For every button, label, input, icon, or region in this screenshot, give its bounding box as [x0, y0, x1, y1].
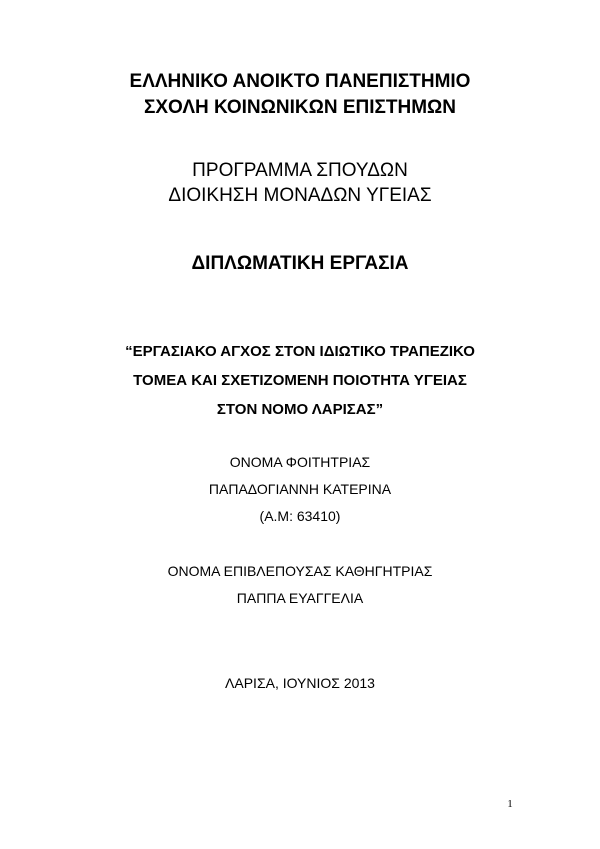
- program-name: ΔΙΟΙΚΗΣΗ ΜΟΝΑΔΩΝ ΥΓΕΙΑΣ: [168, 185, 432, 206]
- university-name: ΕΛΛΗΝΙΚΟ ΑΝΟΙΚΤΟ ΠΑΝΕΠΙΣΤΗΜΙΟ: [129, 71, 471, 92]
- document-type: ΔΙΠΛΩΜΑΤΙΚΗ ΕΡΓΑΣΙΑ: [191, 253, 409, 274]
- school-name: ΣΧΟΛΗ ΚΟΙΝΩΝΙΚΩΝ ΕΠΙΣΤΗΜΩΝ: [143, 97, 456, 118]
- student-registration: (Α.Μ: 63410): [259, 508, 341, 524]
- program-label: ΠΡΟΓΡΑΜΜΑ ΣΠΟΥΔΩΝ: [192, 160, 408, 181]
- student-label: ΟΝΟΜΑ ΦΟΙΤΗΤΡΙΑΣ: [229, 454, 371, 470]
- place-date: ΛΑΡΙΣΑ, ΙΟΥΝΙΟΣ 2013: [225, 675, 375, 691]
- thesis-title-line-3: ΣΤΟΝ ΝΟΜΟ ΛΑΡΙΣΑΣ”: [216, 401, 384, 418]
- thesis-title-line-2: ΤΟΜΕΑ ΚΑΙ ΣΧΕΤΙΖΟΜΕΝΗ ΠΟΙΟΤΗΤΑ ΥΓΕΙΑΣ: [133, 372, 467, 389]
- page-number: 1: [507, 798, 513, 810]
- student-name: ΠΑΠΑΔΟΓΙΑΝΝΗ ΚΑΤΕΡΙΝΑ: [208, 481, 392, 497]
- supervisor-label: ΟΝΟΜΑ ΕΠΙΒΛΕΠΟΥΣΑΣ ΚΑΘΗΓΗΤΡΙΑΣ: [167, 563, 433, 579]
- supervisor-name: ΠΑΠΠΑ ΕΥΑΓΓΕΛΙΑ: [236, 590, 364, 606]
- thesis-title-line-1: “ΕΡΓΑΣΙΑΚΟ ΑΓΧΟΣ ΣΤΟΝ ΙΔΙΩΤΙΚΟ ΤΡΑΠΕΖΙΚΟ: [125, 343, 475, 360]
